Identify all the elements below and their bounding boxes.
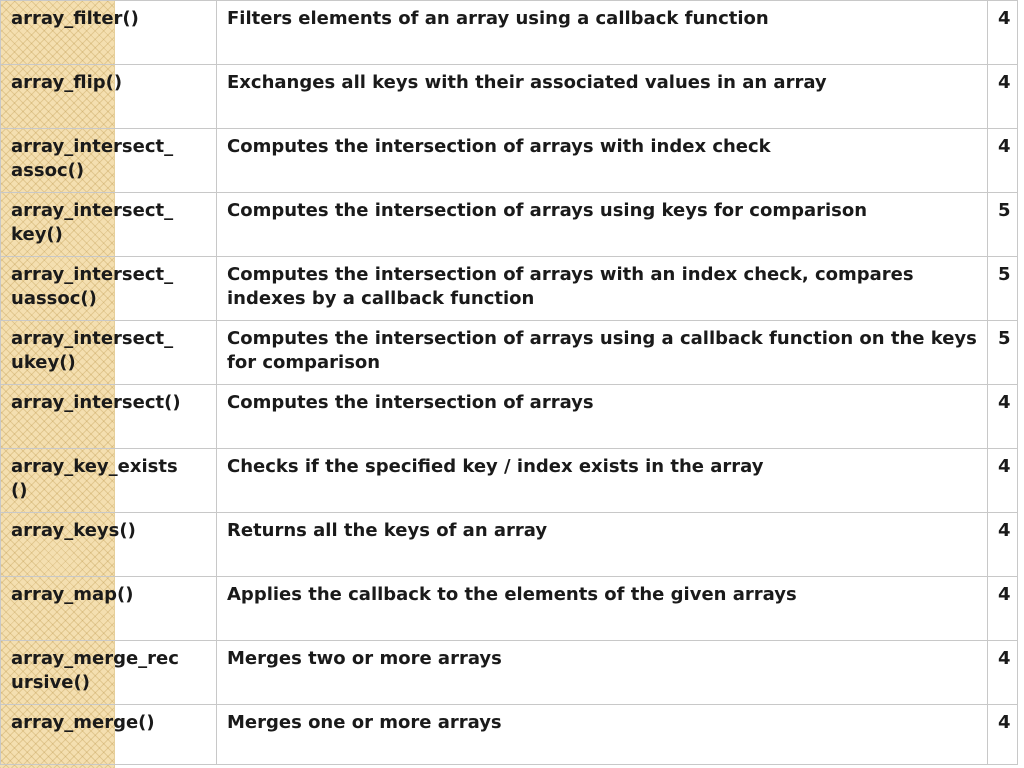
table-row	[1, 129, 1018, 193]
function-description-cell: Computes the intersection of arrays using a callback function on the keys for comparison	[217, 321, 988, 385]
php-version-cell: 4	[988, 513, 1018, 577]
php-version-cell: 4	[988, 705, 1018, 765]
php-version-cell: 5	[988, 193, 1018, 257]
php-version-cell: 4	[988, 577, 1018, 641]
function-description-cell: Merges two or more arrays	[217, 641, 988, 705]
table-row	[1, 513, 1018, 577]
table-row	[1, 193, 1018, 257]
table-row	[1, 257, 1018, 321]
php-version-cell: 4	[988, 641, 1018, 705]
function-description-cell: Computes the intersection of arrays using keys for comparison	[217, 193, 988, 257]
function-name-cell: array_intersect_ assoc()	[1, 129, 217, 193]
function-name-cell: array_merge()	[1, 705, 217, 765]
php-version-cell: 5	[988, 321, 1018, 385]
table-row	[1, 705, 1018, 765]
php-version-cell: 4	[988, 385, 1018, 449]
function-name-cell: array_merge_rec ursive()	[1, 641, 217, 705]
function-name-cell: array_flip()	[1, 65, 217, 129]
function-description-cell: Applies the callback to the elements of the given arrays	[217, 577, 988, 641]
php-version-cell: 4	[988, 129, 1018, 193]
function-description-cell: Computes the intersection of arrays with an index check, compares indexes by a callback function	[217, 257, 988, 321]
function-description-cell: Computes the intersection of arrays	[217, 385, 988, 449]
function-name-cell: array_intersect_ uassoc()	[1, 257, 217, 321]
function-name-cell: array_keys()	[1, 513, 217, 577]
function-description-cell: Exchanges all keys with their associated values in an array	[217, 65, 988, 129]
function-name-cell: array_intersect_ ukey()	[1, 321, 217, 385]
php-version-cell: 4	[988, 65, 1018, 129]
function-description-cell: Returns all the keys of an array	[217, 513, 988, 577]
php-version-cell: 5	[988, 257, 1018, 321]
table-row	[1, 641, 1018, 705]
function-description-cell: Computes the intersection of arrays with index check	[217, 129, 988, 193]
php-version-cell: 4	[988, 449, 1018, 513]
php-version-cell: 4	[988, 1, 1018, 65]
function-name-cell: array_map()	[1, 577, 217, 641]
function-description-cell: Checks if the specified key / index exists in the array	[217, 449, 988, 513]
table-row	[1, 65, 1018, 129]
table-row	[1, 385, 1018, 449]
table-row	[1, 577, 1018, 641]
function-description-cell: Filters elements of an array using a callback function	[217, 1, 988, 65]
table-row	[1, 449, 1018, 513]
function-name-cell: array_intersect_ key()	[1, 193, 217, 257]
function-name-cell: array_intersect()	[1, 385, 217, 449]
function-name-cell: array_key_exists ()	[1, 449, 217, 513]
table-row	[1, 321, 1018, 385]
function-description-cell: Merges one or more arrays	[217, 705, 988, 765]
function-name-cell: array_filter()	[1, 1, 217, 65]
table-row	[1, 1, 1018, 65]
